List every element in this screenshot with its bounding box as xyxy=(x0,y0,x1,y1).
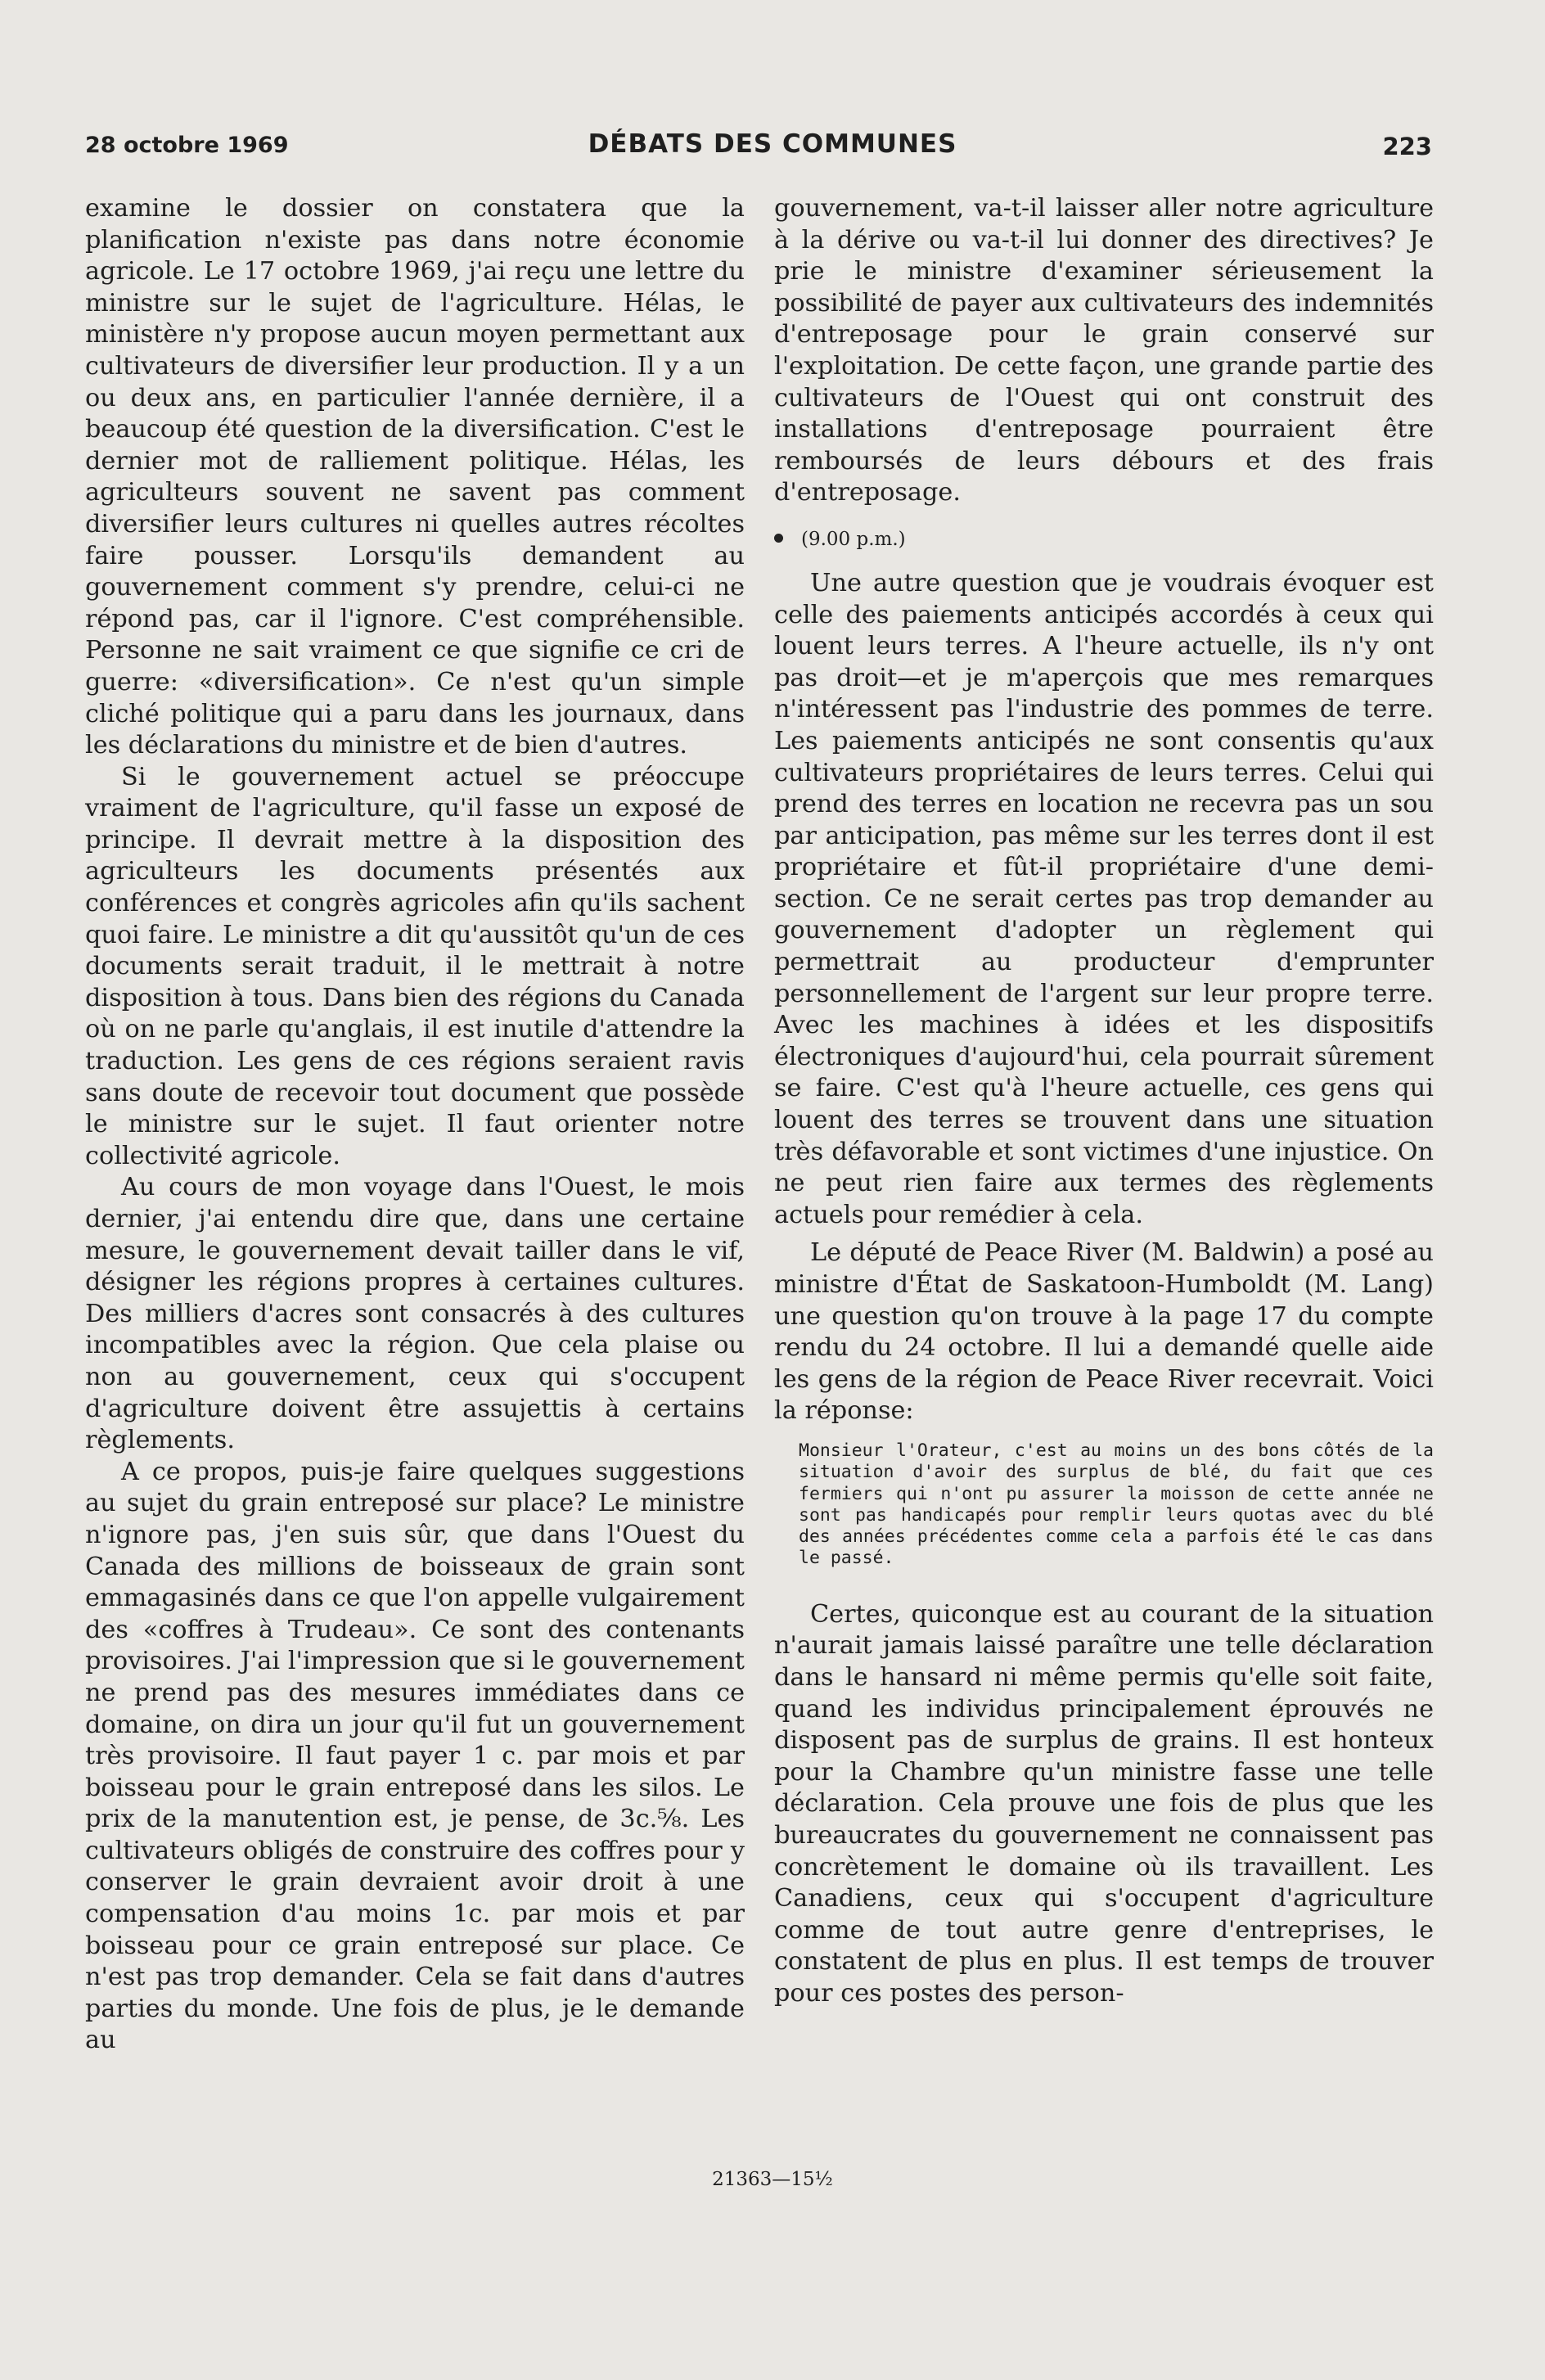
paragraph: Le député de Peace River (M. Baldwin) a posé au ministre d'État de Saskatoon-Humboldt (M. Lang) une question qu'on trouve à la page 17 du compte rendu du 24 octobre. Il lui a demandé quelle aide les gens de la région de Peace River recevrait. Voici la réponse: xyxy=(774,1238,1434,1426)
right-column xyxy=(774,193,1434,2009)
time-stamp-text: (9.00 p.m.) xyxy=(801,528,906,550)
page-date: 28 octobre 1969 xyxy=(85,133,289,158)
paragraph: Certes, quiconque est au courant de la situation n'aurait jamais laissé paraître une telle déclaration dans le hansard ni même permis qu'elle soit faite, quand les individus principalement éprouvés ne disposent pas de surplus de grains. Il est honteux pour la Chambre qu'un ministre fasse une telle déclaration. Cela prouve une fois de plus que les bureaucrates du gouvernement ne connaissent pas concrètement le domaine où ils travaillent. Les Canadiens, ceux qui s'occupent d'agriculture comme de tout autre genre d'entreprises, le constatent de plus en plus. Il est temps de trouver pour ces postes des person- xyxy=(774,1599,1434,2008)
block-quote: Monsieur l'Orateur, c'est au moins un des bons côtés de la situation d'avoir des surplus de blé, du fait que ces fermiers qui n'ont pu assurer la moisson de cette année ne sont pas handicapés pour remplir leurs quotas avec du blé des années précédentes comme cela a parfois été le cas dans le passé. xyxy=(799,1440,1434,1569)
paragraph: A ce propos, puis-je faire quelques suggestions au sujet du grain entreposé sur place? Le ministre n'ignore pas, j'en suis sûr, que dans l'Ouest du Canada des millions de boisseaux de grain sont emmagasinés dans ce que l'on appelle vulgairement des «coffres à Trudeau». Ce sont des contenants provisoires. J'ai l'impression que si le gouvernement ne prend pas des mesures immédiates dans ce domaine, on dira un jour qu'il fut un gouvernement très provisoire. Il faut payer 1 c. par mois et par boisseau pour le grain entreposé dans les silos. Le prix de la manutention est, je pense, de 3c.⅝. Les cultivateurs obligés de construire des coffres pour y conserver le grain devraient avoir droit à une compensation d'au moins 1c. par mois et par boisseau pour ce grain entreposé sur place. Ce n'est pas trop demander. Cela se fait dans d'autres parties du monde. Une fois de plus, je le demande au xyxy=(85,1457,745,2055)
paragraph: Si le gouvernement actuel se préoccupe vraiment de l'agriculture, qu'il fasse un exposé de principe. Il devrait mettre à la disposition des agriculteurs les documents présentés aux conférences et congrès agricoles afin qu'ils sachent quoi faire. Le ministre a dit qu'aussitôt qu'un de ces documents serait traduit, il le mettrait à notre disposition à tous. Dans bien des régions du Canada où on ne parle qu'anglais, il est inutile d'attendre la traduction. Les gens de ces régions seraient ravis sans doute de recevoir tout document que possède le ministre sur le sujet. Il faut orienter notre collectivité agricole. xyxy=(85,762,745,1170)
time-marker xyxy=(774,527,1434,552)
bullet-icon xyxy=(774,534,783,543)
page-number: 223 xyxy=(1382,133,1432,160)
paragraph: gouvernement, va-t-il laisser aller notre agriculture à la dérive ou va-t-il lui donner des directives? Je prie le ministre d'examiner sérieusement la possibilité de payer aux cultivateurs des indemnités d'entreposage pour le grain conservé sur l'exploitation. De cette façon, une grande partie des cultivateurs de l'Ouest qui ont construit des installations d'entreposage pourraient être remboursés de leurs débours et des frais d'entreposage. xyxy=(774,194,1434,507)
publication-title: DÉBATS DES COMMUNES xyxy=(588,129,957,159)
printer-signature: 21363—15½ xyxy=(712,2169,833,2190)
paragraph: Au cours de mon voyage dans l'Ouest, le mois dernier, j'ai entendu dire que, dans une certaine mesure, le gouvernement devait tailler dans le vif, désigner les régions propres à certaines cultures. Des milliers d'acres sont consacrés à des cultures incompatibles avec la région. Que cela plaise ou non au gouvernement, ceux qui s'occupent d'agriculture doivent être assujettis à certains règlements. xyxy=(85,1173,745,1455)
paragraph: examine le dossier on constatera que la planification n'existe pas dans notre économie agricole. Le 17 octobre 1969, j'ai reçu une lettre du ministre sur le sujet de l'agriculture. Hélas, le ministère n'y propose aucun moyen permettant aux cultivateurs de diversifier leur production. Il y a un ou deux ans, en particulier l'année dernière, il a beaucoup été question de la diversification. C'est le dernier mot de ralliement politique. Hélas, les agriculteurs souvent ne savent pas comment diversifier leurs cultures ni quelles autres récoltes faire pousser. Lorsqu'ils demandent au gouvernement comment s'y prendre, celui-ci ne répond pas, car il l'ignore. C'est compréhensible. Personne ne sait vraiment ce que signifie ce cri de guerre: «diversification». Ce n'est qu'un simple cliché politique qui a paru dans les journaux, dans les déclarations du ministre et de bien d'autres. xyxy=(85,194,745,760)
left-column xyxy=(85,193,745,2057)
paragraph: Une autre question que je voudrais évoquer est celle des paiements anticipés accordés à ceux qui louent leurs terres. A l'heure actuelle, ils n'y ont pas droit—et je m'aperçois que mes remarques n'intéressent pas l'industrie des pommes de terre. Les paiements anticipés ne sont consentis qu'aux cultivateurs propriétaires de leurs terres. Celui qui prend des terres en location ne recevra pas un sou par anticipation, pas même sur les terres dont il est propriétaire et fût-il propriétaire d'une demi-section. Ce ne serait certes pas trop demander au gouvernement d'adopter un règlement qui permettrait au producteur d'emprunter personnellement de l'argent sur leur propre terre. Avec les machines à idées et les dispositifs électroniques d'aujourd'hui, cela pourrait sûrement se faire. C'est qu'à l'heure actuelle, ces gens qui louent des terres se trouvent dans une situation très défavorable et sont victimes d'une injustice. On ne peut rien faire aux termes des règlements actuels pour remédier à cela. xyxy=(774,568,1434,1229)
